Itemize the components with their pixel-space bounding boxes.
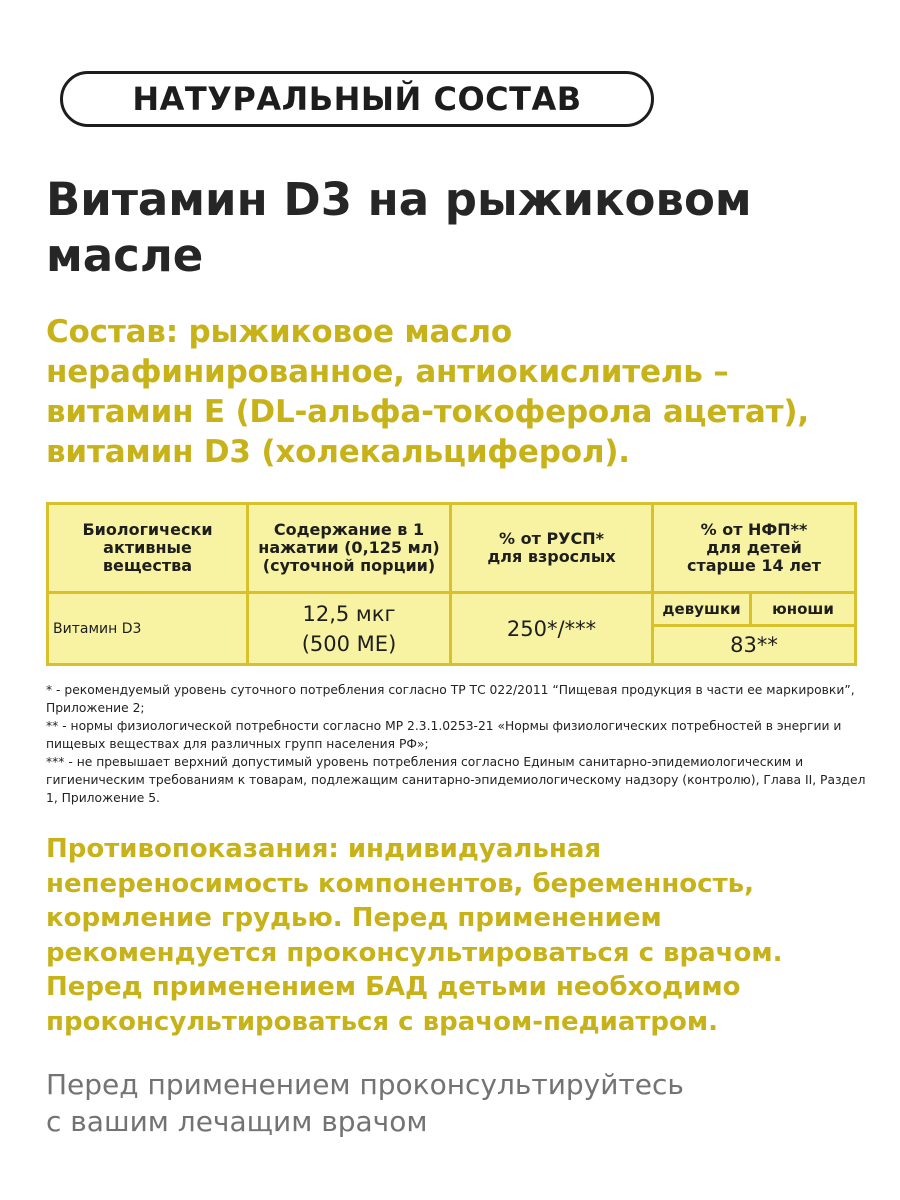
contraindications-text: Противопоказания: индивидуальная непереносимость компонентов, беременность, кормление грудью. Перед применением рекомендуется проконсультироваться с врачом. Перед применением БАД детьми необходимо проконсультироваться с врачом-педиатром. <box>46 834 783 1037</box>
cell-nfp-value: 83** <box>653 626 856 665</box>
table-row <box>48 593 856 626</box>
footnote: ** - нормы физиологической потребности согласно МР 2.3.1.0253-21 «Нормы физиологических потребностей в энергии и пищевых веществах для различных групп населения РФ»; <box>46 719 842 751</box>
footnote: *** - не превышает верхний допустимый уровень потребления согласно Единым санитарно-эпидемиологическим и гигиеническим требованиям к товарам, подлежащим санитарно-эпидемиологическому надзору (контролю), Глава II, Раздел 1, Приложение 5. <box>46 755 866 805</box>
subheader-girls: девушки <box>653 593 751 626</box>
table-header-row <box>48 504 856 593</box>
consult-doctor-text: Перед применением проконсультируйтесь с вашим лечащим врачом <box>46 1068 684 1138</box>
natural-composition-badge: НАТУРАЛЬНЫЙ СОСТАВ <box>60 71 654 127</box>
composition-line: нерафинированное, антиокислитель – <box>46 354 729 390</box>
cell-amount: 12,5 мкг (500 МЕ) <box>248 593 451 665</box>
product-title <box>46 172 866 284</box>
title-line: Витамин D3 на рыжиковом <box>46 173 752 226</box>
cell-rusp-value: 250*/*** <box>451 593 653 665</box>
subheader-boys: юноши <box>751 593 856 626</box>
header-rusp: % от РУСП* для взрослых <box>451 504 653 593</box>
composition-text <box>46 312 876 472</box>
header-content: Содержание в 1 нажатии (0,125 мл) (суточной порции) <box>248 504 451 593</box>
composition-line: витамин Е (DL-альфа-токоферола ацетат), <box>46 394 809 430</box>
title-line: масле <box>46 229 204 282</box>
header-nfp: % от НФП** для детей старше 14 лет <box>653 504 856 593</box>
composition-line: витамин D3 (холекальциферол). <box>46 434 630 470</box>
composition-line: Состав: рыжиковое масло <box>46 314 513 350</box>
footnotes <box>46 681 866 807</box>
header-bioactive: Биологически активные вещества <box>48 504 248 593</box>
cell-substance-name: Витамин D3 <box>48 593 248 665</box>
nutrition-table <box>46 502 857 666</box>
footnote: * - рекомендуемый уровень суточного потребления согласно ТР ТС 022/2011 “Пищевая продукция в части ее маркировки”, Приложение 2; <box>46 683 855 715</box>
